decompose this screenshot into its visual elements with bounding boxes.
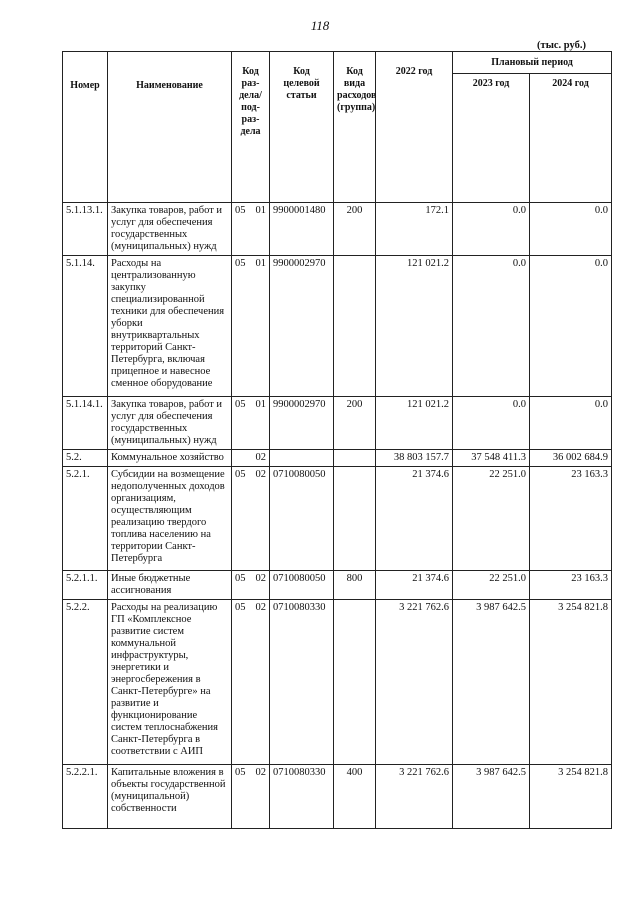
budget-table bbox=[62, 51, 612, 829]
header-name: Наименование bbox=[108, 52, 232, 203]
table-row: 5.2.2.1. Капитальные вложения в объекты государственной (муниципальной) собственности 05 02 0710080330 400 3 221 762.6 3 987 642.5 3 254 821.8 bbox=[63, 765, 612, 829]
table-row: 5.1.14. Расходы на централизованную закупку специализированной техники для обеспечения уборки внутриквартальных территорий Санкт-Петербурга, включая прицепное и навесное сменное оборудование 05 01 9900002970 121 021.2 0.0 0.0 bbox=[63, 256, 612, 397]
header-planned-period: Плановый период bbox=[453, 52, 612, 74]
header-2023: 2023 год bbox=[453, 74, 530, 203]
table-row: 5.1.14.1. Закупка товаров, работ и услуг для обеспечения государственных (муниципальных) нужд 05 01 9900002970 200 121 021.2 0.0 0.0 bbox=[63, 397, 612, 450]
header-expense-type: Код вида расходов (группа) bbox=[334, 52, 376, 203]
header-number: Номер bbox=[63, 52, 108, 203]
table-row: 5.2.2. Расходы на реализацию ГП «Комплексное развитие систем коммунальной инфраструктуры, энергетики и энергосбережения в Санкт-Петербурге» на развитие и функционирование систем теплоснабжения Санкт-Петербурга в соответствии с АИП 05 02 0710080330 3 221 762.6 3 987 642.5 3 254 821.8 bbox=[63, 600, 612, 765]
header-2024: 2024 год bbox=[530, 74, 612, 203]
unit-label: (тыс. руб.) bbox=[537, 40, 586, 51]
table-row: 5.2.1. Субсидии на возмещение недополученных доходов организациям, осуществляющим реализацию твердого топлива населению на территории Санкт-Петербурга 05 02 0710080050 21 374.6 22 251.0 23 163.3 bbox=[63, 467, 612, 571]
table-row: 5.1.13.1. Закупка товаров, работ и услуг для обеспечения государственных (муниципальных) нужд 05 01 9900001480 200 172.1 0.0 0.0 bbox=[63, 203, 612, 256]
header-target: Код целевой статьи bbox=[270, 52, 334, 203]
table-row: 5.2. Коммунальное хозяйство 02 38 803 157.7 37 548 411.3 36 002 684.9 bbox=[63, 450, 612, 467]
table-row: 5.2.1.1. Иные бюджетные ассигнования 05 02 0710080050 800 21 374.6 22 251.0 23 163.3 bbox=[63, 571, 612, 600]
header-2022: 2022 год bbox=[376, 52, 453, 203]
header-section: Код раз- дела/ под- раз- дела bbox=[232, 52, 270, 203]
page-number: 118 bbox=[310, 18, 330, 33]
